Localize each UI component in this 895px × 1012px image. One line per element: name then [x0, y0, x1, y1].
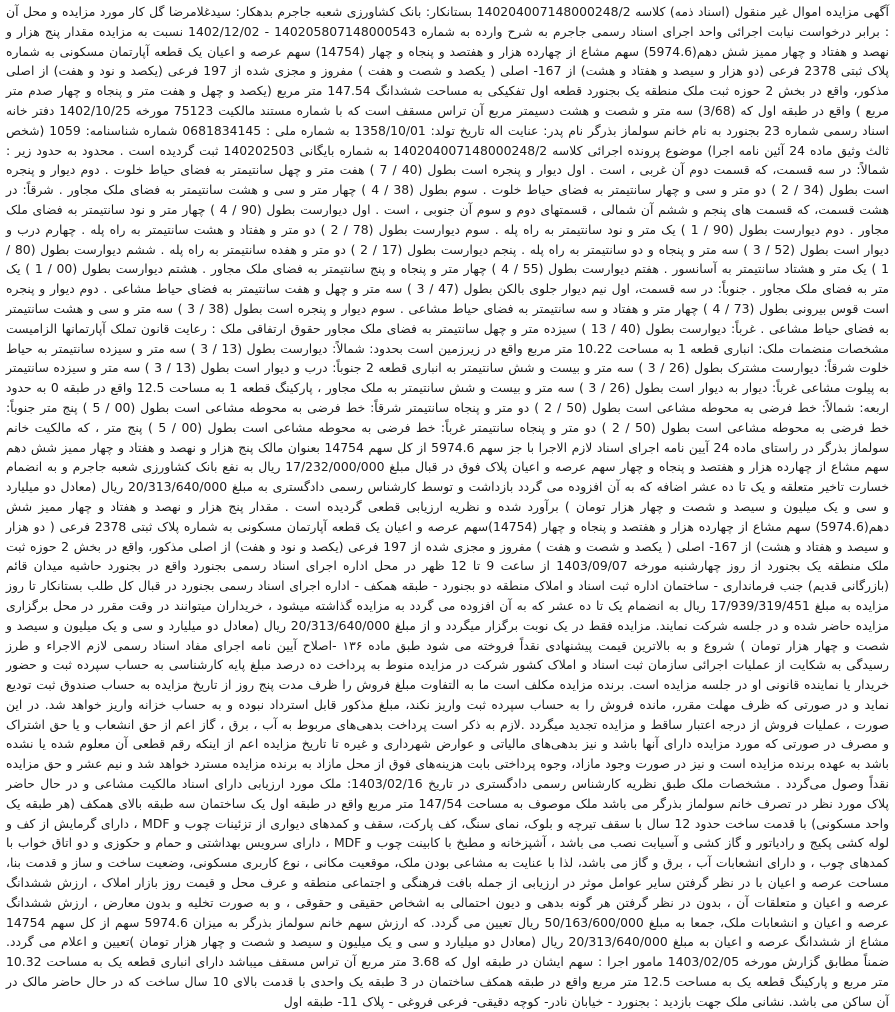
auction-notice-text: آگهی مزایده اموال غیر منقول (اسناد ذمه) کلاسه 140204007148000248/2 بستانکار: بانک کشاورزی شعبه جاجرم بدهکار: سیدغلامرضا گل کار مورد مزایده و محل آن : برابر درخواست نیابت اجرائی واحد اجرای اسناد رسمی جاجرم به شرح وارده به شماره 140205807148000543 - 1402/12/02 نسبت به مزایده مقدار پنج هزار و نهصد و هفتاد و چهار ممیز شش دهم(5974.6) سهم مشاع از چهارده هزار و هفتصد و پنجاه و چهار (14754) سهم عرصه و اعیان یک قطعه آپارتمان مسکونی به شماره پلاک ثبتی 2378 فرعی (دو هزار و سیصد و هفتاد و هشت) از 167- اصلی ( یکصد و شصت و هفت ) مفروز و مجزی شده از 197 فرعی (یکصد و نود و هفت) از اصلی مذکور، واقع در بخش 2 حوزه ثبت ملک منطقه یک بجنورد قطعه اول تفکیکی به مساحت ششدانگ 147.54 متر مربع (یکصد و چهل و هفت متر و پنجاه و چهار صدم متر مربع ) واقع در طبقه اول که (3/68) سه متر و شصت و هشت دسیمتر مربع آن تراس مسقف است که با شماره مستند مالکیت 75123 مورخه 1402/10/25 دفتر خانه اسناد رسمی شماره 23 بجنورد به نام خانم سولماز بذرگر نام پدر: عنایت اله تاریخ تولد: 1358/10/01 به شماره ملی : 0681834145 شماره شناسنامه: 1059 (شخص ثالث وثیق ماده 24 آئین نامه اجرا) موضوع پرونده اجرائی کلاسه 140204007148000248/2 به شماره بایگانی 140202503 ثبت گردیده است . محدود به حدود زیر : شمالاً: در سه قسمت، که قسمت دوم آن غربی ، است . اول دیوار و پنجره است بطول (40 / 7 ) هفت متر و چهل سانتیمتر به فضای حیاط خلوت . دوم دیوار و پنجره است بطول (34 / 2 ) دو متر و سی و چهار سانتیمتر به فضای حیاط خلوت . سوم بطول (38 / 4 ) چهار متر و سی و هشت سانتیمتر به فضای ملک مجاور . شرقاً: در هشت قسمت، که قسمت های پنجم و ششم آن شمالی ، قسمتهای دوم و سوم آن جنوبی ، است . اول دیوارست بطول (90 / 4 ) چهار متر و نود سانتیمتر به فضای ملک مجاور . دوم دیوارست بطول (90 / 1 ) یک متر و نود سانتیمتر به راه پله . سوم دیوارست بطول (78 / 2 ) دو متر و هفتاد و هشت سانتیمتر به راه پله . چهارم درب و دیوار است بطول (52 / 3 ) سه متر و پنجاه و دو سانتیمتر به راه پله . پنجم دیوارست بطول (17 / 2 ) دو متر و هفده سانتیمتر به راه پله . ششم دیوارست بطول (80 / 1 ) یک متر و هشتاد سانتیمتر به آسانسور . هفتم دیوارست بطول (55 / 4 ) چهار متر و پنجاه و پنج سانتیمتر به فضای ملک مجاور . هشتم دیوارست بطول (00 / 1 ) یک متر به فضای ملک مجاور . جنوباً: در سه قسمت، اول نیم دیوار جلوی بالکن بطول (47 / 3 ) سه متر و چهل و هفت سانتیمتر به فضای حیاط مشاعی . دوم دیوار و پنجره است قوس بیرونی بطول (73 / 4 ) چهار متر و هفتاد و سه سانتیمتر به فضای حیاط مشاعی . سوم دیوار و پنجره است بطول (38 / 3 ) سه متر و سی و هشت سانتیمتر به فضای حیاط مشاعی . غرباً: دیوارست بطول (40 / 13 ) سیزده متر و چهل سانتیمتر به فضای ملک مجاور حقوق ارتفاقی ملک : رعایت قانون تملک آپارتمانها الزامیست مشخصات منضمات ملک: انباری قطعه 1 به مساحت 10.22 متر مربع واقع در زیرزمین است بحدود: شمالاً: دیوارست بطول (13 / 3 ) سه متر و سیزده سانتیمتر به حیاط خلوت شرقاً: دیوارست مشترک بطول (26 / 3 ) سه متر و بیست و شش سانتیمتر به انباری قطعه 2 جنوباً: درب و دیوار است بطول (13 / 3 ) سه متر و سیزده سانتیمتر به پیلوت مشاعی غرباً: دیوار به دیوار است بطول (26 / 3 ) سه متر و بیست و شش سانتیمتر به ملک مجاور ، پارکینگ قطعه 1 به مساحت 12.5 واقع در طبقه 0 به حدود اربعه: شمالاً: خط فرضی به محوطه مشاعی است بطول (50 / 2 ) دو متر و پنجاه سانتیمتر شرقاً: خط فرضی به محوطه مشاعی است بطول (00 / 5 ) پنج متر جنوباً: خط فرضی به محوطه مشاعی است بطول (50 / 2 ) دو متر و پنجاه سانتیمتر غرباً: خط فرضی به محوطه مشاعی است بطول (00 / 5 ) پنج متر ، که مالکیت خانم سولماز بذرگر در راستای ماده 24 آیین نامه اجرای اسناد لازم الاجرا با جز سهم 5974.6 از کل سهم 14754 بعنوان مالک پنج هزار و نهصد و هفتاد و چهار ممیز شش دهم سهم مشاع از چهارده هزار و هفتصد و پنجاه و چهار سهم عرصه و اعیان پلاک فوق در قبال مبلغ 17/232/000/000 ریال به نفع بانک کشاورزی شعبه جاجرم و به انضمام خسارت تاخیر متعلقه و یک تا ده عشر اضافه که به آن افزوده می گردد بازداشت و توسط کارشناس رسمی دادگستری به مبلغ 20/313/640/000 ریال (معادل دو میلیارد و سی و یک میلیون و سیصد و شصت و چهار هزار تومان ) برآورد شده و نظریه ارزیابی قطعی گردیده است . مقدار پنج هزار و نهصد و هفتاد و چهار ممیز شش دهم(5974.6) سهم مشاع از چهارده هزار و هفتصد و پنجاه و چهار (14754)سهم عرصه و اعیان یک قطعه آپارتمان مسکونی به شماره پلاک ثبتی 2378 فرعی ( دو هزار و سیصد و هفتاد و هشت) از 167- اصلی ( یکصد و شصت و هفت ) مفروز و مجزی شده از 197 فرعی (یکصد و نود و هفت) از اصلی مذکور، واقع در بخش 2 حوزه ثبت ملک منطقه یک بجنورد از روز چهارشنبه مورخه 1403/09/07 از ساعت 9 تا 12 ظهر در محل اداره اجرای اسناد رسمی بجنورد واقع در بجنورد حاشیه میدان قائم (بازرگانی قدیم) جنب فرمانداری - ساختمان اداره ثبت اسناد و املاک منطقه دو بجنورد - طبقه همکف - اداره اجرای اسناد رسمی بجنورد در قبال کل طلب بستانکار تا روز مزایده به مبلغ 17/939/319/451 ریال به انضمام یک تا ده عشر که به آن افزوده می گردد به مزایده گذاشته میشود ، خریداران میتوانند در وقت مقرر در محل برگزاری مزایده حاضر شده و در جلسه شرکت نمایند. مزایده فقط در یک نوبت برگزار میگردد و از مبلغ 20/313/640/000 ریال (معادل دو میلیارد و سی و یک میلیون و سیصد و شصت و چهار هزار تومان ) شروع و به بالاترین قیمت پیشنهادی نقداً فروخته می شود طبق ماده ۱۳۶ -اصلاح آیین نامه اجرای مفاد اسناد رسمی لازم الاجراء و طرز رسیدگی به شکایت از عملیات اجرائی سازمان ثبت اسناد و املاک کشور شرکت در مزایده منوط به پرداخت ده درصد مبلغ پایه کارشناسی به حساب سپرده ثبت و حضور خریدار یا نماینده قانونی او در جلسه مزایده است. برنده مزایده مکلف است ما به التفاوت مبلغ فروش را ظرف مدت پنج روز از تاریخ مزایده به حساب صندوق ثبت تودیع نماید و در صورتی که ظرف مهلت مقرر، مانده فروش را به حساب سپرده ثبت واریز نکند، مبلغ مذکور قابل استرداد نبوده و به حساب خزانه واریز خواهد شد. در این صورت ، عملیات فروش از درجه اعتبار ساقط و مزایده تجدید میگردد .لازم به ذکر است پرداخت بدهی‌های مربوط به آب ، برق ، گاز اعم از حق انشعاب و یا حق اشتراک و مصرف در صورتی که مورد مزایده دارای آنها باشد و نیز بدهی‌های مالیاتی و عوارض شهرداری و غیره تا تاریخ مزایده اعم از اینکه رقم قطعی آن معلوم شده یا نشده باشد به عهده برنده مزایده است و نیز در صورت وجود مازاد، وجوه پرداختی بابت هزینه‌های فوق از محل مازاد به برنده مزایده مسترد خواهد شد و نیم عشر و حق مزایده نقداً وصول می‌گردد . مشخصات ملک طبق نظریه کارشناس رسمی دادگستری در تاریخ 1403/02/16: ملک مورد ارزیابی دارای اسناد مالکیت مشاعی و در حال حاضر پلاک مورد نظر در تصرف خانم سولماز بذرگر می باشد ملک موصوف به مساحت 147/54 متر مربع واقع در طبقه اول یک ساختمان سه طبقه بالای همکف (هر طبقه یک واحد مسکونی) با قدمت ساخت حدود 12 سال با سقف تیرچه و بلوک، نمای سنگ، کف پارکت، سقف و کمدهای دیواری از تزئینات چوب و MDF ، دارای گرمایش از کف و لوله کشی پکیج و رادیاتور و گاز کشی و آسیابت نصب می باشد ، آشپزخانه و مطبخ با کابینت چوب و MDF ، دارای سرویس بهداشتی و حمام و حکوزی و دو اتاق خواب با کمدهای چوب ، و دارای انشعابات آب ، برق و گاز می باشد، لذا با عنایت به مشاعی بودن ملک، موقعیت مکانی ، نوع کاربری مسکونی، وضعیت ساخت و ساز و قدمت بنا، مساحت عرصه و اعیان با در نظر گرفتن سایر عوامل موثر در ارزیابی از جمله بافت فرهنگی و اجتماعی منطقه و عرف محل و قیمت روز بازار املاک ، ارزش ششدانگ عرصه و اعیان و متعلقات آن ، بدون در نظر گرفتن هر گونه بدهی و دیون احتمالی به اشخاص حقیقی و حقوقی ، و به صورت تخلیه و بدون معارض ، ارزش ششدانگ عرصه و اعیان و انشعابات ملک، جمعا به مبلغ 50/163/600/000 ریال تعیین می گردد. که ارزش سهم خانم سولماز بذرگر به میزان 5974.6 سهم از کل سهم 14754 مشاع از ششدانگ عرصه و اعیان به مبلغ 20/313/640/000 ریال (معادل دو میلیارد و سی و یک میلیون و سیصد و شصت و چهار هزار تومان )تعیین و اعلام می گردد. ضمناً مطابق گزارش مورخه 1403/02/05 مامور اجرا : سهم ایشان در طبقه اول که 3.68 متر مربع آن تراس مسقف میباشد دارای انباری قطعه یک به مساحت 10.32 متر مربع و پارکینگ قطعه یک به مساحت 12.5 متر مربع واقع در طبقه همکف ساختمان در 3 طبقه یک واحدی با قدمت بالای 10 سال ساخت که در حال حاضر مالک در آن ساکن می باشد. نشانی ملک جهت بازدید : بجنورد - خیابان نادر- کوچه دقیقی- فرعی فروغی - پلاک 11- طبقه اول [6, 4, 890, 1009]
